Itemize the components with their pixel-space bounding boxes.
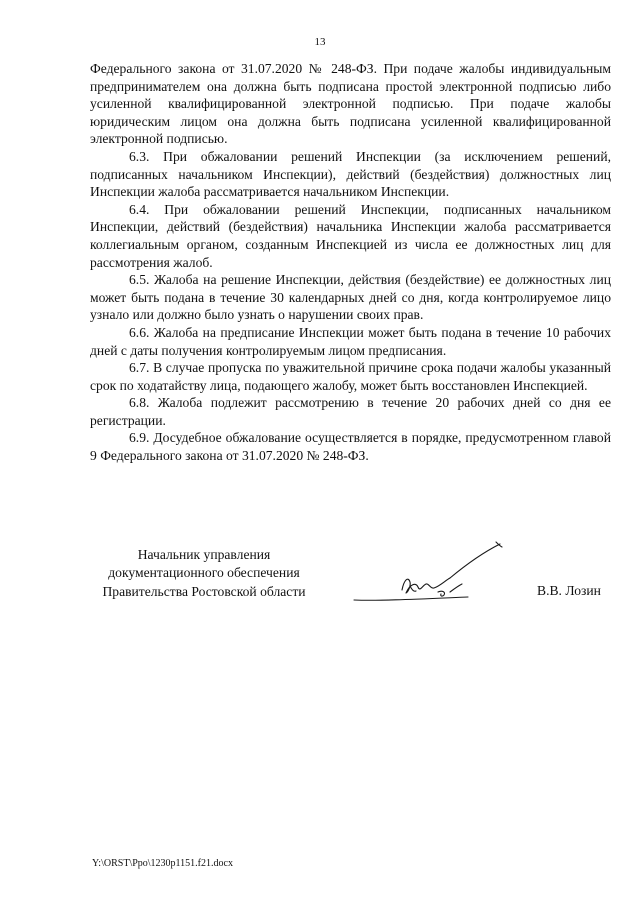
document-body (90, 60, 611, 465)
signatory-name: В.В. Лозин (537, 583, 601, 598)
signatory-title-line: Начальник управления (137, 547, 271, 562)
paragraph-6-6: 6.6. Жалоба на предписание Инспекции может быть подана в течение 10 рабочих дней с даты получения контролируемым лицом предписания. (90, 324, 611, 358)
signatory-title-line: документационного обеспечения (108, 565, 300, 581)
paragraph-continued: Федерального закона от 31.07.2020 № 248-ФЗ. При подаче жалобы индивидуальным предпринимателем она должна быть подписана простой электронной подписью либо усиленной квалифицированной электронной подписью. При подаче жалобы юридическим лицом она должна быть подписана усиленной квалифицированной электронной подписью. (90, 61, 611, 147)
page-number: 13 (314, 36, 326, 48)
paragraph-6-5: 6.5. Жалоба на решение Инспекции, действия (бездействие) ее должностных лиц может быть подана в течение 30 календарных дней со дня, когда контролируемое лицо узнало или должно было узнать о нарушении своих прав. (90, 272, 611, 323)
paragraph-6-9: 6.9. Досудебное обжалование осуществляется в порядке, предусмотренном главой 9 Федерального закона от 31.07.2020 № 248-ФЗ. (90, 430, 611, 464)
file-path-footer: Y:\ORST\Ppo\1230p1151.f21.docx (92, 858, 233, 869)
handwritten-signature (350, 540, 510, 610)
signatory-title (84, 546, 324, 601)
paragraph-6-3: 6.3. При обжаловании решений Инспекции (за исключением решений, подписанных начальником Инспекции), действий (бездействия) должностных лиц Инспекции жалоба рассматривается начальником Инспекции. (90, 148, 611, 200)
paragraph-6-8: 6.8. Жалоба подлежит рассмотрению в течение 20 рабочих дней со дня ее регистрации. (90, 395, 611, 428)
signatory-title-line: Правительства Ростовской области (102, 583, 306, 599)
paragraph-6-4: 6.4. При обжаловании решений Инспекции, подписанных начальником Инспекции, действий (бездействия) начальника Инспекции жалоба рассматривается коллегиальным органом, созданным Инспекцией из числа ее должностных лиц для рассмотрения жалоб. (90, 201, 611, 270)
paragraph-6-7: 6.7. В случае пропуска по уважительной причине срока подачи жалобы указанный срок по ходатайству лица, подающего жалобу, может быть восстановлен Инспекцией. (90, 360, 611, 393)
